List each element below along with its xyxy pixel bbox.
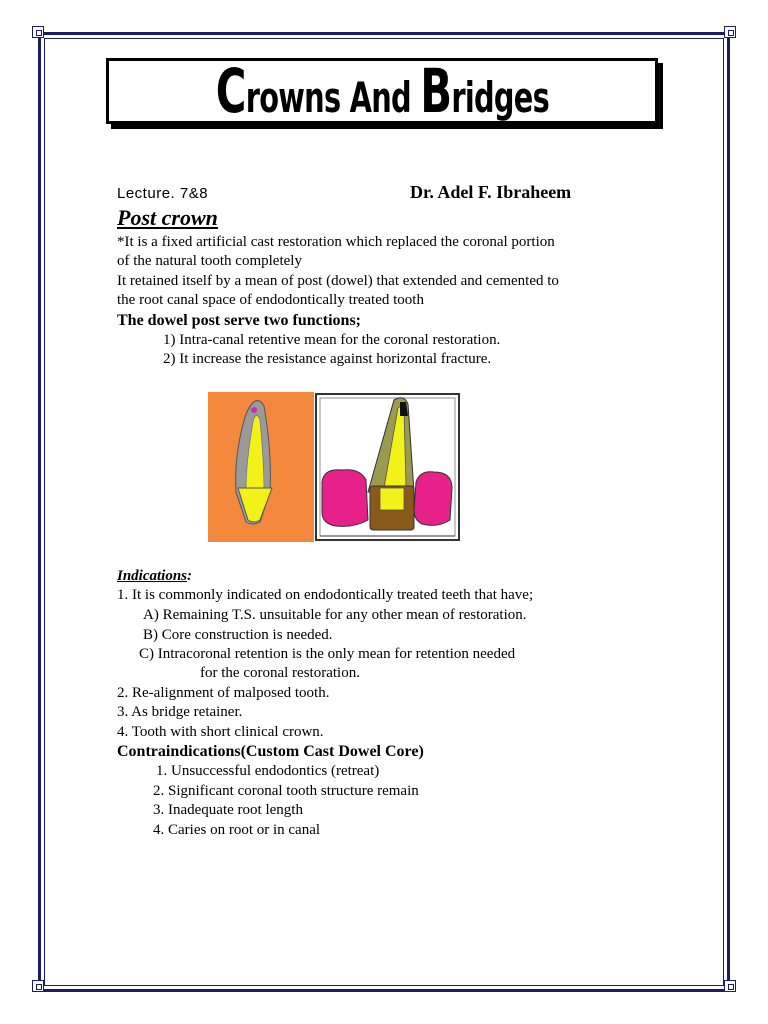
contraindication-item: 4. Caries on root or in canal [153,822,321,838]
contraindication-item: 2. Significant coronal tooth structure remain [153,783,419,799]
indication-item: 3. As bridge retainer. [117,704,243,720]
corner-ornament-bottom-right [724,980,736,992]
corner-ornament-top-right [724,26,736,38]
indication-item: 2. Re-alignment of malposed tooth. [117,685,330,701]
section-title-post-crown: Post crown [117,205,218,230]
indication-subitem: B) Core construction is needed. [143,627,333,643]
page-title: Crowns And Bridges [215,55,549,127]
function-item: 1) Intra-canal retentive mean for the coronal restoration. [163,332,501,348]
functions-heading: The dowel post serve two functions; [117,312,361,329]
crown-neighbor-left [322,470,368,527]
indication-item: 1. It is commonly indicated on endodontically treated teeth that have; [117,587,534,603]
indication-item: 4. Tooth with short clinical crown. [117,724,324,740]
indication-subitem: A) Remaining T.S. unsuitable for any other mean of restoration. [143,607,527,623]
intro-line: *It is a fixed artificial cast restoration which replaced the coronal portion [117,234,555,250]
intro-line: It retained itself by a mean of post (dowel) that extended and cemented to [117,273,559,289]
intro-line: of the natural tooth completely [117,253,302,269]
indication-subitem: C) Intracoronal retention is the only mean for retention needed [139,646,516,662]
crown-neighbor-right [414,472,452,526]
indication-subitem-continued: for the coronal restoration. [200,665,360,681]
indications-heading: Indications: [117,568,193,584]
corner-ornament-bottom-left [32,980,44,992]
contraindication-item: 3. Inadequate root length [153,802,303,818]
function-item: 2) It increase the resistance against horizontal fracture. [163,351,492,367]
title-box [106,55,658,127]
intro-line: the root canal space of endodontically treated tooth [117,292,424,308]
contraindications-heading: Contraindications(Custom Cast Dowel Core) [117,743,424,760]
author-name: Dr. Adel F. Ibraheem [410,182,572,202]
contraindication-item: 1. Unsuccessful endodontics (retreat) [156,763,380,779]
apex-mark [251,407,257,413]
post-crown-illustration [208,392,461,542]
corner-ornament-top-left [32,26,44,38]
lecture-label: Lecture. 7&8 [117,185,209,202]
